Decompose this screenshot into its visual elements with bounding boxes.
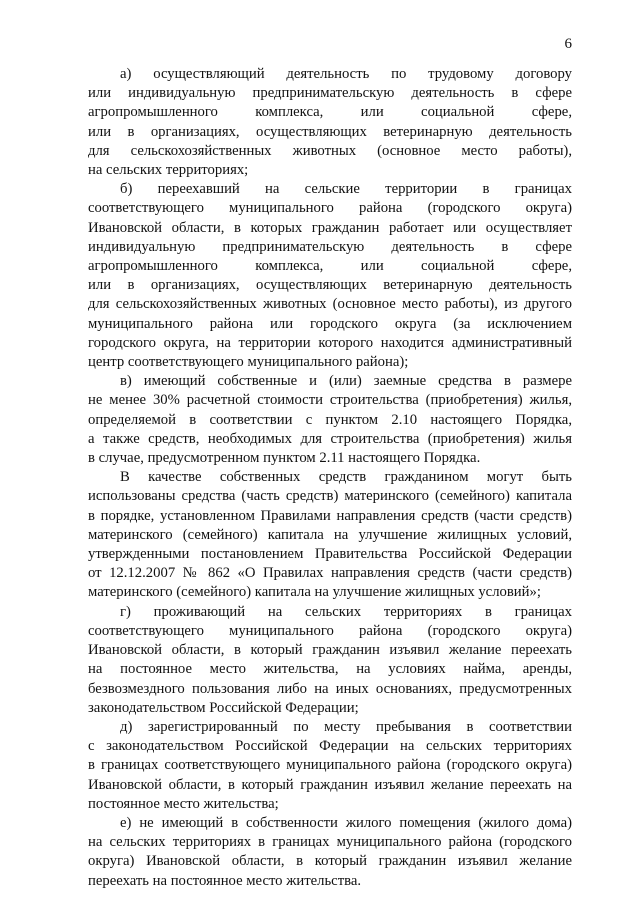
- text-line: законодательством Российской Федерации;: [88, 699, 359, 716]
- text-line: в границах соответствующего муниципального района (городского округа): [88, 757, 572, 774]
- text-line: индивидуальную предпринимательскую деятельность в сфере: [88, 238, 572, 255]
- text-line: в случае, предусмотренном пунктом 2.11 настоящего Порядка.: [88, 450, 481, 467]
- text-line: безвозмездного пользования либо на иных основаниях, предусмотренных: [88, 680, 572, 697]
- text-line: В качестве собственных средств гражданином могут быть: [120, 469, 572, 486]
- text-line: утвержденными постановлением Правительства Российской Федерации: [88, 546, 572, 563]
- text-line: городского округа, на территории которого находится административный: [88, 334, 572, 351]
- text-line: соответствующего муниципального района (городского округа): [88, 200, 572, 217]
- text-line: не менее 30% расчетной стоимости строительства (приобретения) жилья,: [88, 392, 572, 409]
- text-line: д) зарегистрированный по месту пребывания в соответствии: [120, 718, 572, 735]
- text-line: в) имеющий собственные и (или) заемные средства в размере: [120, 373, 572, 390]
- text-line: или индивидуальную предпринимательскую деятельность в сфере: [88, 85, 572, 102]
- text-line: или в организациях, осуществляющих ветеринарную деятельность: [88, 123, 572, 140]
- text-line: агропромышленного комплекса, или социальной сфере,: [88, 104, 572, 121]
- page-number: 6: [564, 36, 572, 52]
- text-line: а также средств, необходимых для строительства (приобретения) жилья: [88, 430, 572, 447]
- text-line: с законодательством Российской Федерации на сельских территориях: [88, 738, 572, 755]
- document-body: [88, 65, 572, 891]
- text-line: на сельских территориях;: [88, 162, 249, 179]
- text-line: для сельскохозяйственных животных (основное место работы),: [88, 142, 572, 159]
- text-line: центр соответствующего муниципального района);: [88, 354, 409, 371]
- text-line: е) не имеющий в собственности жилого помещения (жилого дома): [120, 814, 572, 831]
- text-line: округа) Ивановской области, в который гражданин изъявил желание: [88, 853, 572, 870]
- text-line: использованы средства (часть средств) материнского (семейного) капитала: [88, 488, 572, 505]
- text-line: соответствующего муниципального района (городского округа): [88, 622, 572, 639]
- text-line: определяемой в соответствии с пунктом 2.10 настоящего Порядка,: [88, 411, 572, 428]
- text-line: муниципального района или городского округа (за исключением: [88, 315, 572, 332]
- text-line: г) проживающий на сельских территориях в границах: [120, 603, 572, 620]
- text-line: переехать на постоянное место жительства.: [88, 872, 362, 889]
- text-line: Ивановской области, в которых гражданин работает или осуществляет: [88, 219, 572, 236]
- text-line: на сельских территориях в границах муниципального района (городского: [88, 834, 572, 851]
- text-line: или в организациях, осуществляющих ветеринарную деятельность: [88, 277, 572, 294]
- text-line: материнского (семейного) капитала на улучшение жилищных условий»;: [88, 584, 541, 601]
- text-line: на постоянное место жительства, на условиях найма, аренды,: [88, 661, 572, 678]
- text-line: Ивановской области, в который гражданин изъявил желание переехать: [88, 642, 572, 659]
- text-line: Ивановской области, в который гражданин изъявил желание переехать на: [88, 776, 572, 793]
- text-line: постоянное место жительства;: [88, 795, 279, 812]
- text-line: материнского (семейного) капитала на улучшение жилищных условий,: [88, 526, 572, 543]
- text-line: от 12.12.2007 № 862 «О Правилах направления средств (части средств): [88, 565, 572, 582]
- text-line: б) переехавший на сельские территории в границах: [120, 181, 572, 198]
- text-line: а) осуществляющий деятельность по трудовому договору: [120, 66, 572, 82]
- text-line: в порядке, установленном Правилами направления средств (части средств): [88, 507, 572, 524]
- text-line: агропромышленного комплекса, или социальной сфере,: [88, 258, 572, 275]
- text-line: для сельскохозяйственных животных (основное место работы), из другого: [88, 296, 572, 313]
